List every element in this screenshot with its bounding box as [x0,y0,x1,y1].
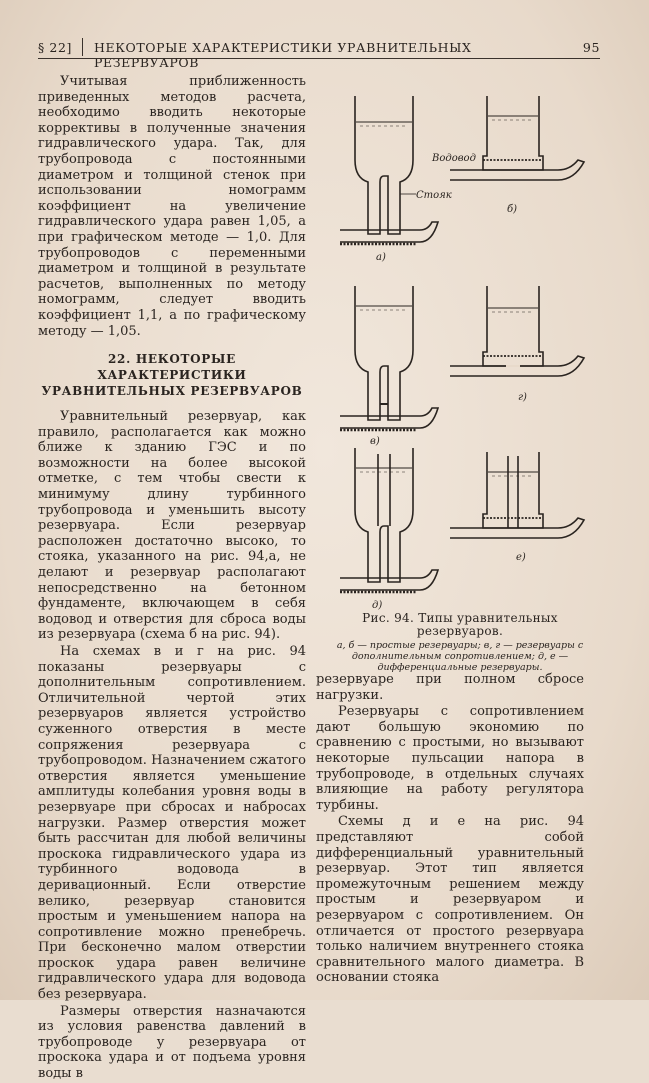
running-header [38,36,600,70]
section-heading [38,351,306,399]
schema-a [340,96,452,263]
label-b: б) [507,204,518,215]
label-a: а) [376,252,386,263]
page-number: 95 [582,40,600,55]
schema-v [340,286,438,447]
schema-e [450,452,584,563]
header-rule [38,58,600,59]
caption-sub [320,640,600,673]
paragraph-differential: Схемы д и е на рис. 94 представляют собой дифференциальный уравнительный резервуар. Этот тип является промежуточным решением между простым и резервуаром и резервуаром с сопротивлением. Он отличается от простого резервуара только наличием внутреннего стояка сравнительного малого диаметра. В основании стояка [316,814,584,986]
label-v: в) [370,436,380,447]
schema-b [431,96,584,215]
header-divider [82,38,83,56]
right-column [316,672,584,987]
section-number: § 22] [38,40,73,55]
paragraph-correction: Учитывая приближенность приведенных методов расчета, необходимо вводить некоторые коррективы в полученные значения гидравлического удара. Так, для трубопровода с постоянными диаметром и толщиной стенок при использовании номограмм коэффициент на увеличение гидравлического удара равен 1,05, а при графическом методе — 1,0. Для трубопроводов с переменными диаметром и толщиной в результате расчетов, выполненных по методу номограмм, следует вводить коэффициент 1,1, а по графическому методу — 1,05. [38,74,306,339]
left-column [38,74,306,1083]
caption-main: Рис. 94. Типы уравнительных резервуаров. [362,611,558,638]
figure-94-drawing [320,82,600,612]
caption-sub-line-1: а, б — простые резервуары; в, г — резервуары с дополнительным сопротивлением; д, е — дифференциальные [336,640,584,673]
section-heading-line-1: 22. НЕКОТОРЫЕ ХАРАКТЕРИСТИКИ [97,352,247,383]
label-e: е) [516,552,526,563]
label-stoyak: Стояк [416,190,452,201]
paragraph-location: Уравнительный резервуар, как правило, располагается как можно ближе к зданию ГЭС и по возможности на более высокой отметке, с тем чтобы свести к минимуму длину турбинного трубопровода и уменьшить высоту резервуара. Если резервуар расположен достаточно высоко, то стояка, указанного на рис. 94,а, не делают и резервуар располагают непосредственно на бетонном фундаменте, включающем в себя водовод и отверстия для сброса воды из резервуара (схема б на рис. 94). [38,409,306,643]
label-g: г) [518,392,527,403]
figure-94 [320,82,600,612]
paragraph-opening-size: Размеры отверстия назначаются из условия равенства давлений в трубопроводе у резервуара от проскока удара и от подъема уровня воды в [38,1003,306,1082]
paragraph-resistance: На схемах в и г на рис. 94 показаны резервуары с дополнительным сопротивлением. Отличительной чертой этих резервуаров является устройство суженного отверстия в месте сопряжения резервуара с трубопроводом. Назначением сжатого отверстия является уменьшение амплитуды колебания уровня воды в резервуаре при сбросах и набросах нагрузки. Размер отверстия может быть рассчитан для любой величины проскока гидравлического удара из турбинного водовода в деривационный. Если отверстие велико, резервуар становится простым и уменьшением напора на сопротивление можно пренебречь. При бесконечно малом отверстии проскок удара равен величине гидравлического удара для водовода без резервуара. [38,644,306,1003]
running-title: НЕКОТОРЫЕ ХАРАКТЕРИСТИКИ УРАВНИТЕЛЬНЫХ РЕЗЕРВУАРОВ [94,40,472,70]
schema-g [450,286,584,403]
paragraph-continuation: резервуаре при полном сбросе нагрузки. [316,672,584,703]
label-vodovod: Водовод [432,153,476,164]
figure-caption [320,612,600,673]
caption-sub-line-2: резервуары. [480,662,543,673]
label-d: д) [372,600,383,611]
section-heading-line-2: УРАВНИТЕЛЬНЫХ РЕЗЕРВУАРОВ [41,384,303,399]
schema-d [340,448,438,611]
paragraph-economy: Резервуары с сопротивлением дают большую экономию по сравнению с простыми, но вызывают некоторые пульсации напора в трубопроводе, в отдельных случаях влияющие на работу регулятора турбины. [316,704,584,813]
